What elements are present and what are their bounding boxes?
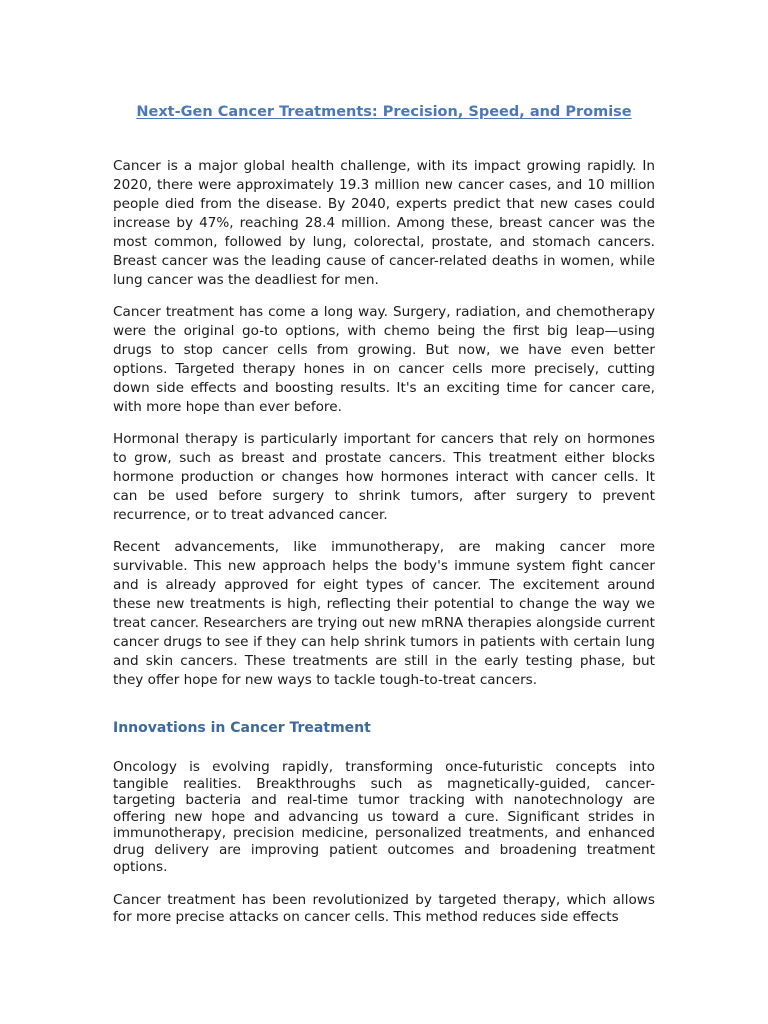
innovations-section <box>113 759 655 943</box>
paragraph-oncology-evolving: Oncology is evolving rapidly, transforming once-futuristic concepts into tangible realities. Breakthroughs such as magnetically-guided, cancer-targeting bacteria and real-time tumor tracking with nanotechnology are offering new hope and advancing us toward a cure. Significant strides in immunotherapy, precision medicine, personalized treatments, and enhanced drug delivery are improving patient outcomes and broadening treatment options. <box>113 759 655 875</box>
paragraph-hormonal-therapy: Hormonal therapy is particularly important for cancers that rely on hormones to grow, such as breast and prostate cancers. This treatment either blocks hormone production or changes how hormones interact with cancer cells. It can be used before surgery to shrink tumors, after surgery to prevent recurrence, or to treat advanced cancer. <box>113 431 655 523</box>
document-title: Next-Gen Cancer Treatments: Precision, Speed, and Promise <box>136 104 632 120</box>
intro-section <box>113 157 655 703</box>
section-heading: Innovations in Cancer Treatment <box>113 720 371 736</box>
paragraph-treatment-history: Cancer treatment has come a long way. Surgery, radiation, and chemotherapy were the original go-to options, with chemo being the first big leap—using drugs to stop cancer cells from growing. But now, we have even better options. Targeted therapy hones in on cancer cells more precisely, cutting down side effects and boosting results. It's an exciting time for cancer care, with more hope than ever before. <box>113 304 655 415</box>
paragraph-cancer-burden: Cancer is a major global health challenge, with its impact growing rapidly. In 2020, there were approximately 19.3 million new cancer cases, and 10 million people died from the disease. By 2040, experts predict that new cases could increase by 47%, reaching 28.4 million. Among these, breast cancer was the most common, followed by lung, colorectal, prostate, and stomach cancers. Breast cancer was the leading cause of cancer-related deaths in women, while lung cancer was the deadliest for men. <box>113 158 655 288</box>
paragraph-targeted-therapy: Cancer treatment has been revolutionized by targeted therapy, which allows for more precise attacks on cancer cells. This method reduces side effects <box>113 892 655 925</box>
paragraph-immunotherapy: Recent advancements, like immunotherapy, are making cancer more survivable. This new approach helps the body's immune system fight cancer and is already approved for eight types of cancer. The excitement around these new treatments is high, reflecting their potential to change the way we treat cancer. Researchers are trying out new mRNA therapies alongside current cancer drugs to see if they can help shrink tumors in patients with certain lung and skin cancers. These treatments are still in the early testing phase, but they offer hope for new ways to tackle tough-to-treat cancers. <box>113 539 655 688</box>
document-page <box>113 0 655 1024</box>
